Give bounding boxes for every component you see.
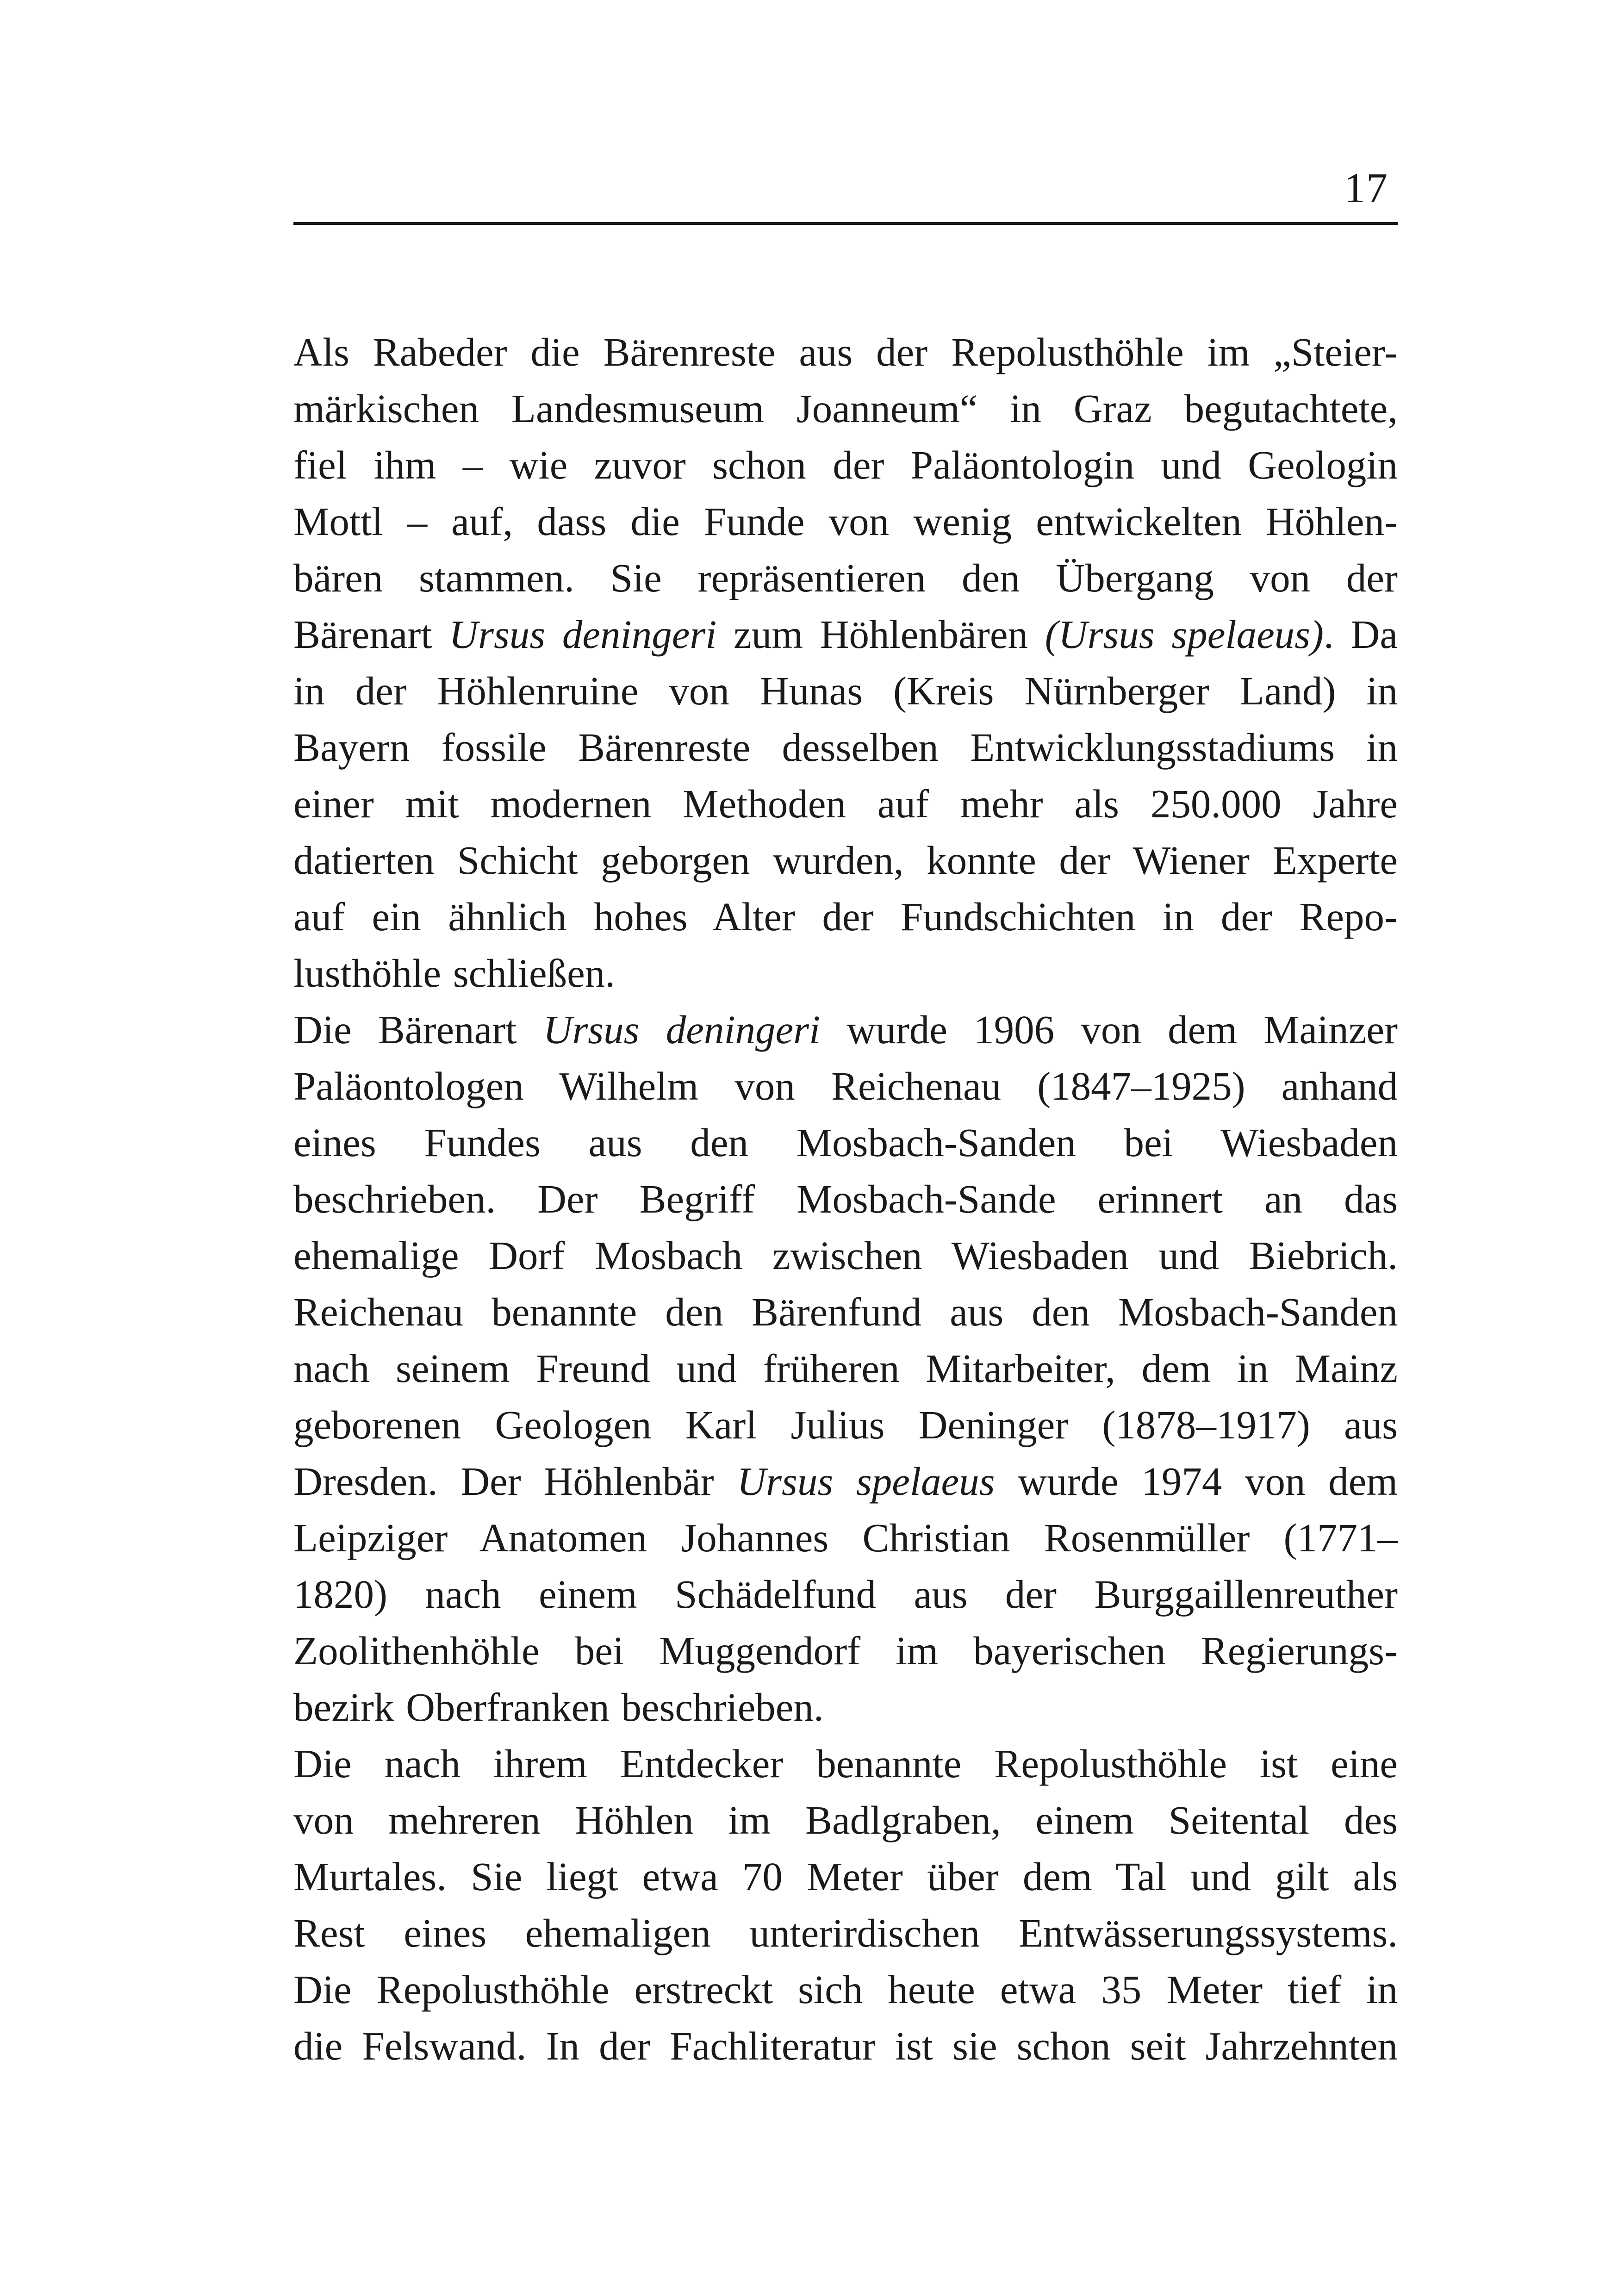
text-run: datierten Schicht geborgen wurden, konnte der Wiener Experte (293, 838, 1398, 883)
text-line (293, 1114, 1398, 1171)
text-run: Bayern fossile Bärenreste desselben Entwicklungsstadiums in (293, 725, 1398, 770)
text-run: ehemalige Dorf Mosbach zwischen Wiesbaden und Biebrich. (293, 1233, 1398, 1278)
text-run: Leipziger Anatomen Johannes Christian Rosenmüller (1771– (293, 1515, 1398, 1560)
text-run: von mehreren Höhlen im Badlgraben, einem Seitental des (293, 1798, 1398, 1842)
text-line (293, 1171, 1398, 1227)
text-line (293, 1340, 1398, 1397)
text-run: Bärenart (293, 612, 449, 657)
text-run: fiel ihm – wie zuvor schon der Paläontologin und Geologin (293, 442, 1398, 487)
text-run: eines Fundes aus den Mosbach-Sanden bei Wiesbaden (293, 1120, 1398, 1165)
text-line (293, 493, 1398, 550)
italic-term: Ursus deningeri (449, 612, 717, 657)
text-run: Als Rabeder die Bärenreste aus der Repolusthöhle im „Steier- (293, 330, 1398, 374)
text-line (293, 663, 1398, 719)
text-run: Die Repolusthöhle erstreckt sich heute etwa 35 Meter tief in (293, 1967, 1398, 2012)
text-line (293, 2018, 1398, 2074)
text-line (293, 776, 1398, 832)
text-run: Die Bärenart (293, 1007, 543, 1052)
page-header (293, 157, 1398, 227)
text-line (293, 1792, 1398, 1848)
text-line (293, 1453, 1398, 1510)
text-run: Rest eines ehemaligen unterirdischen Entwässerungssystems. (293, 1910, 1398, 1955)
text-run: bezirk Oberfranken beschrieben. (293, 1685, 824, 1730)
text-run: wurde 1906 von dem Mainzer (820, 1007, 1398, 1052)
text-line (293, 606, 1398, 663)
italic-term: Ursus deningeri (543, 1007, 821, 1052)
text-run: nach seinem Freund und früheren Mitarbeiter, dem in Mainz (293, 1346, 1398, 1391)
text-run: geborenen Geologen Karl Julius Deninger (1878–1917) aus (293, 1402, 1398, 1447)
body-text (293, 324, 1398, 2074)
text-run: zum Höhlenbären (716, 612, 1045, 657)
text-run: auf ein ähnlich hohes Alter der Fundschichten in der Repo- (293, 894, 1398, 939)
text-line (293, 719, 1398, 776)
text-line (293, 437, 1398, 493)
text-line (293, 1623, 1398, 1679)
text-run: die Felswand. In der Fachliteratur ist sie schon seit Jahrzehnten (293, 2023, 1398, 2068)
text-line (293, 1510, 1398, 1566)
text-line (293, 1566, 1398, 1623)
text-run: wurde 1974 von dem (995, 1459, 1398, 1504)
text-line (293, 1848, 1398, 1905)
text-run: beschrieben. Der Begriff Mosbach-Sande erinnert an das (293, 1176, 1398, 1221)
text-line (293, 832, 1398, 889)
text-line (293, 1736, 1398, 1792)
text-line (293, 550, 1398, 606)
text-run: . Da (1324, 612, 1398, 657)
text-line (293, 889, 1398, 945)
text-run: in der Höhlenruine von Hunas (Kreis Nürnberger Land) in (293, 668, 1398, 713)
text-line (293, 945, 1398, 1002)
text-line (293, 1002, 1398, 1058)
text-run: Murtales. Sie liegt etwa 70 Meter über dem Tal und gilt als (293, 1854, 1398, 1899)
text-run: bären stammen. Sie repräsentieren den Übergang von der (293, 555, 1398, 600)
text-run: 1820) nach einem Schädelfund aus der Burggaillenreuther (293, 1572, 1398, 1617)
page-number: 17 (1344, 164, 1388, 212)
text-line (293, 1397, 1398, 1453)
text-line (293, 380, 1398, 437)
text-run: märkischen Landesmuseum Joanneum“ in Graz begutachtete, (293, 386, 1398, 431)
text-run: Paläontologen Wilhelm von Reichenau (1847–1925) anhand (293, 1064, 1398, 1108)
header-rule (293, 222, 1398, 225)
italic-term: Ursus spelaeus (737, 1459, 995, 1504)
text-run: Zoolithenhöhle bei Muggendorf im bayerischen Regierungs- (293, 1628, 1398, 1673)
text-line (293, 1679, 1398, 1736)
italic-term: (Ursus spelaeus) (1045, 612, 1324, 657)
text-run: Reichenau benannte den Bärenfund aus den Mosbach-Sanden (293, 1289, 1398, 1334)
text-run: lusthöhle schließen. (293, 951, 616, 996)
text-run: Die nach ihrem Entdecker benannte Repolusthöhle ist eine (293, 1741, 1398, 1786)
text-run: Dresden. Der Höhlenbär (293, 1459, 737, 1504)
text-line (293, 1961, 1398, 2018)
text-line (293, 1905, 1398, 1961)
text-line (293, 1058, 1398, 1114)
text-line (293, 1284, 1398, 1340)
text-line (293, 1227, 1398, 1284)
text-run: Mottl – auf, dass die Funde von wenig entwickelten Höhlen- (293, 499, 1398, 544)
text-run: einer mit modernen Methoden auf mehr als 250.000 Jahre (293, 781, 1398, 826)
text-line (293, 324, 1398, 380)
